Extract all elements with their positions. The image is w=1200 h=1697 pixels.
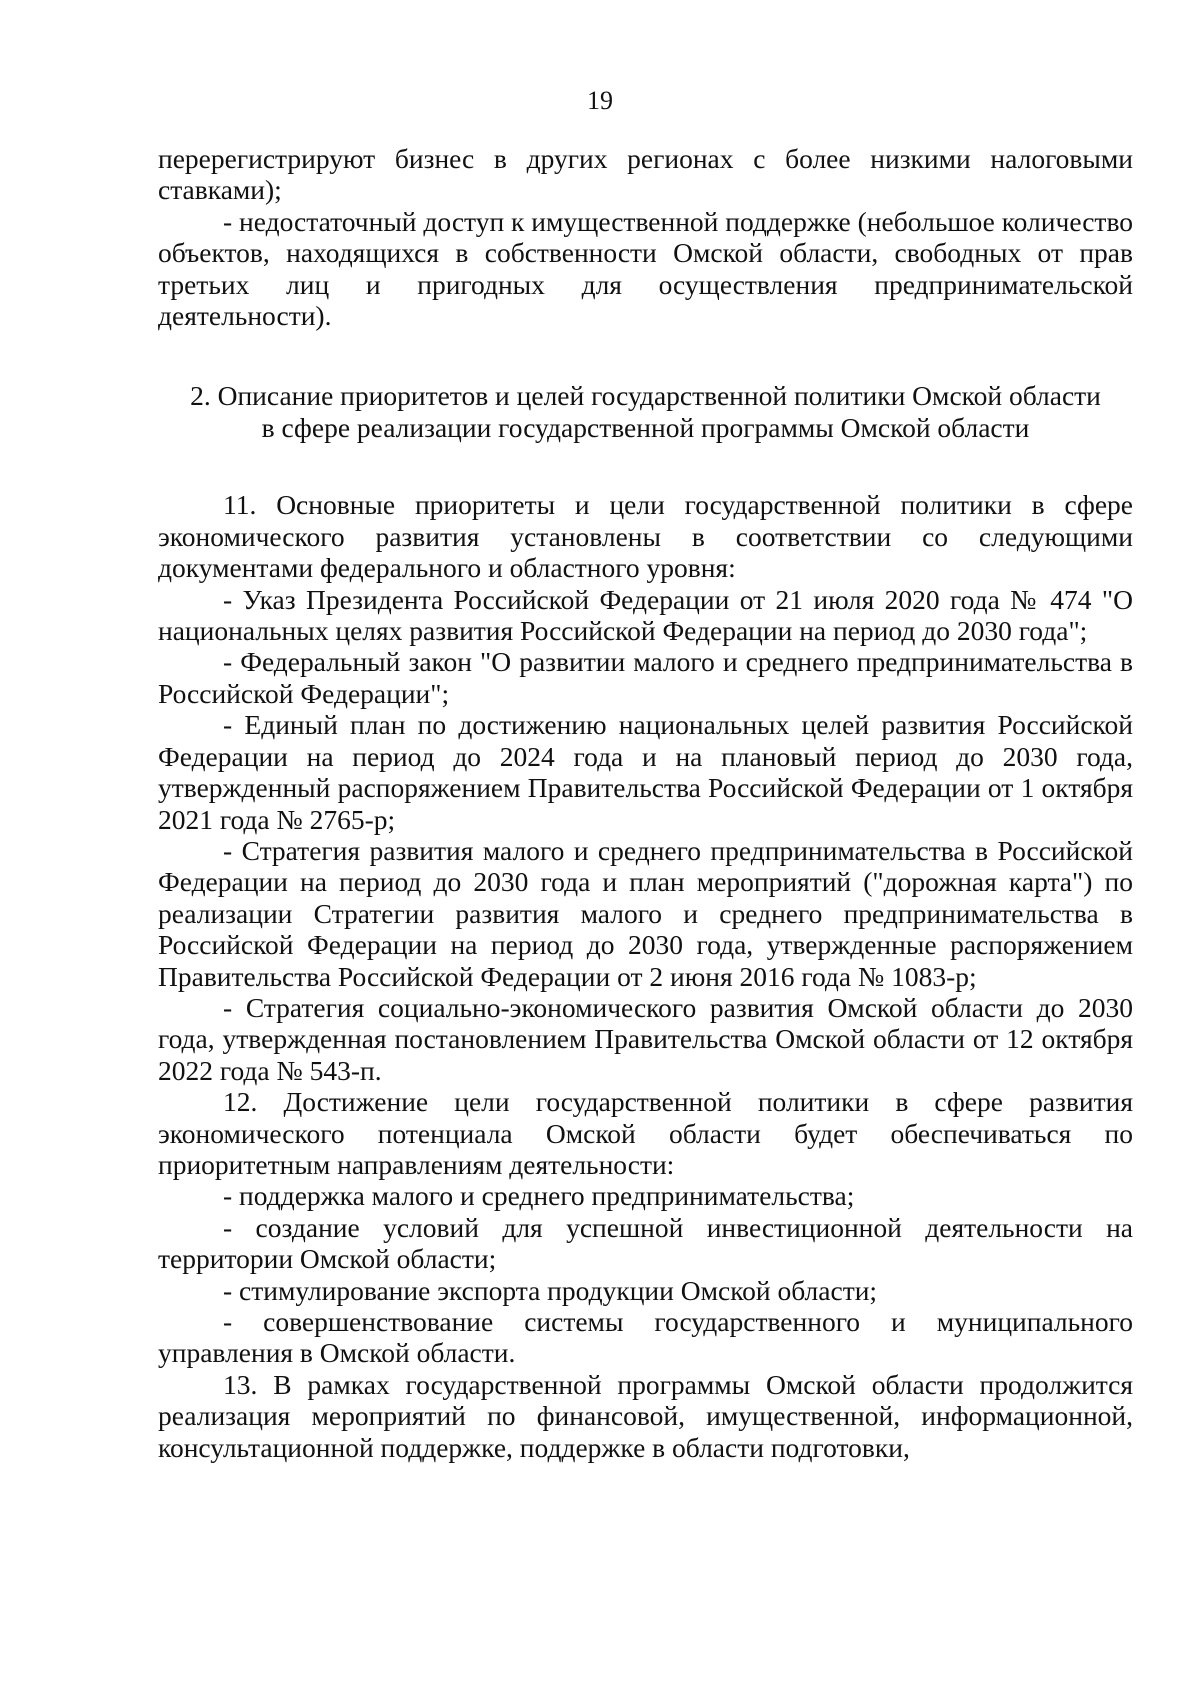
list-item-federal-law: - Федеральный закон "О развитии малого и среднего предпринимательства в Российской Федерации"; — [158, 646, 1133, 709]
list-item-investment-conditions: - создание условий для успешной инвестиционной деятельности на территории Омской области; — [158, 1211, 1133, 1275]
section-heading-line-2: в сфере реализации государственной программы Омской области — [261, 412, 1030, 444]
section-heading — [158, 380, 1133, 444]
paragraph-item-12: 12. Достижение цели государственной политики в сфере развития экономического потенциала Омской области будет обеспечиваться по приоритетным направлениям деятельности: — [158, 1086, 1133, 1180]
list-item-governance-improvement: - совершенствование системы государственного и муниципального управления в Омской области. — [158, 1306, 1133, 1369]
paragraph-property-support: - недостаточный доступ к имущественной поддержке (небольшое количество объектов, находящихся в собственности Омской области, свободных от прав третьих лиц и пригодных для осуществления предпринимательской деятельности). — [158, 205, 1133, 332]
paragraph-item-11: 11. Основные приоритеты и цели государственной политики в сфере экономического развития установлены в соответствии со следующими документами федерального и областного уровня: — [158, 489, 1133, 584]
list-item-sme-support: - поддержка малого и среднего предпринимательства; — [223, 1180, 855, 1212]
list-item-export-stimulation: - стимулирование экспорта продукции Омской области; — [223, 1274, 878, 1306]
section-heading-line-1: 2. Описание приоритетов и целей государственной политики Омской области — [190, 380, 1101, 412]
document-body — [158, 143, 1133, 1463]
page-number: 19 — [587, 86, 613, 115]
paragraph-continuation: перерегистрируют бизнес в других регионах с более низкими налоговыми ставками); — [158, 143, 1133, 206]
list-item-presidential-decree: - Указ Президента Российской Федерации от 21 июля 2020 года № 474 "О национальных целях развития Российской Федерации на период до 2030 года"; — [158, 583, 1133, 647]
list-item-unified-plan: - Единый план по достижению национальных целей развития Российской Федерации на период до 2024 года и на плановый период до 2030 года, утвержденный распоряжением Правительства Российской Федерации от 1 октября 2021 года № 2765-р; — [158, 709, 1133, 835]
paragraph-item-13: 13. В рамках государственной программы Омской области продолжится реализация мероприятий по финансовой, имущественной, информационной, консультационной поддержке, поддержке в области подготовки, — [158, 1368, 1133, 1463]
list-item-omsk-strategy: - Стратегия социально-экономического развития Омской области до 2030 года, утвержденная постановлением Правительства Омской области от 12 октября 2022 года № 543-п. — [158, 991, 1133, 1086]
list-item-sme-strategy: - Стратегия развития малого и среднего предпринимательства в Российской Федерации на период до 2030 года и план мероприятий ("дорожная карта") по реализации Стратегии развития малого и среднего предпринимательства в Российской Федерации на период до 2030 года, утвержденные распоряжением Правительства Российской Федерации от 2 июня 2016 года № 1083-р; — [158, 834, 1133, 992]
